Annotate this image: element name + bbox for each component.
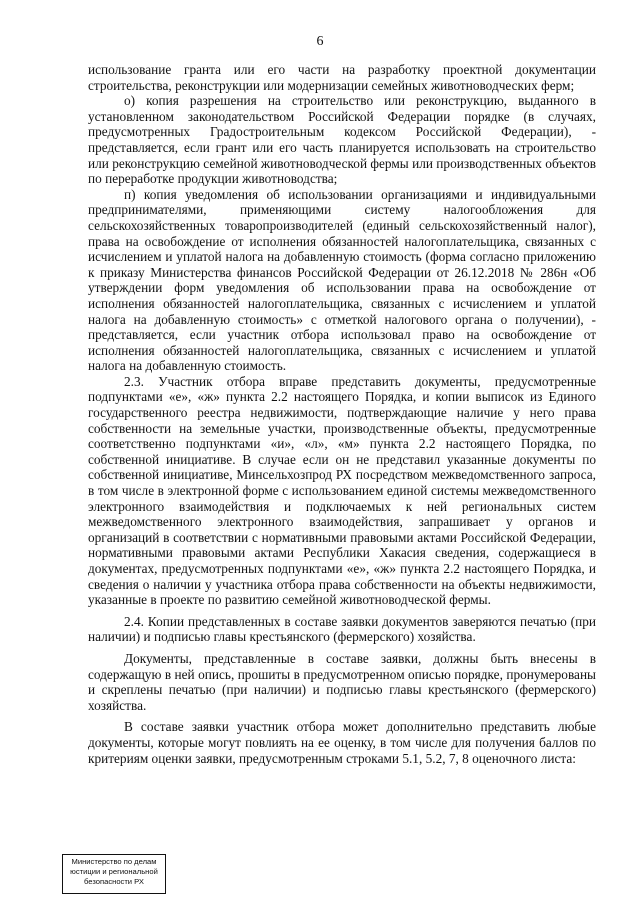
page-number: 6 [316, 34, 324, 49]
paragraph-2-4: 2.4. Копии представленных в составе заявки документов заверяются печатью (при наличии) и подписью главы крестьянского (фермерского) хозяйства. [88, 613, 596, 645]
stamp-line: Министерство по делам [71, 857, 157, 866]
paragraph-documents: Документы, представленные в составе заявки, должны быть внесены в содержащую в ней опись, прошиты в предусмотренном описью порядке, пронумерованы и скреплены печатью (при наличии) и подписью главы крестьянского (фермерского) хозяйства. [88, 650, 596, 713]
ministry-stamp [62, 854, 166, 894]
document-body [88, 62, 596, 766]
stamp-line: юстиции и региональной [70, 867, 158, 876]
stamp-line: безопасности РХ [84, 877, 144, 886]
paragraph-item-o: о) копия разрешения на строительство или реконструкцию, выданного в установленном законодательством Российской Федерации порядке (в случаях, предусмотренных Градостроительным кодексом Российской Федерации), - представляется, если грант или его часть планируется использовать на строительство или реконструкцию семейной животноводческой фермы или производственных объектов по переработке продукции животноводства; [88, 93, 596, 187]
paragraph-additional: В составе заявки участник отбора может дополнительно представить любые документы, которые могут повлиять на ее оценку, в том числе для получения баллов по критериям оценки заявки, предусмотренным строками 5.1, 5.2, 7, 8 оценочного листа: [88, 719, 596, 766]
paragraph-2-3: 2.3. Участник отбора вправе представить документы, предусмотренные подпунктами «е», «ж» пункта 2.2 настоящего Порядка, и копии выписок из Единого государственного реестра недвижимости, подтверждающие наличие у него права собственности на земельные участки, производственные объекты, предусмотренные соответственно подпунктами «и», «л», «м» пункта 2.2 настоящего Порядка, по собственной инициативе. В случае если он не представил указанные документы по собственной инициативе, Минсельхозпрод РХ посредством межведомственного запроса, в том числе в электронной форме с использованием единой системы межведомственного электронного взаимодействия и подключаемых к ней региональных систем межведомственного электронного взаимодействия, запрашивает у органов и организаций в соответствии с нормативными правовыми актами Российской Федерации, нормативными правовыми актами Республики Хакасия сведения, содержащиеся в документах, предусмотренных подпунктами «е», «ж» пункта 2.2 настоящего Порядка, и сведения о наличии у участника отбора права собственности на объекты недвижимости, указанные в проекте по развитию семейной животноводческой фермы. [88, 373, 596, 608]
paragraph-continuation: использование гранта или его части на разработку проектной документации строительства, реконструкции или модернизации семейных животноводческих ферм; [88, 62, 596, 93]
paragraph-item-p: п) копия уведомления об использовании организациями и индивидуальными предпринимателями, применяющими систему налогообложения для сельскохозяйственных товаропроизводителей (единый сельскохозяйственный налог), права на освобождение от исполнения обязанностей налогоплательщика, связанных с исчислением и уплатой налога на добавленную стоимость (форма согласно приложению к приказу Министерства финансов Российской Федерации от 26.12.2018 № 286н «Об утверждении форм уведомления об использовании права на освобождение от исполнения обязанностей налогоплательщика, связанных с исчислением и уплатой налога на добавленную стоимость» с отметкой налогового органа о получении), - представляется, если участник отбора использовал право на освобождение от исполнения обязанностей налогоплательщика, связанных с исчислением и уплатой налога на добавленную стоимость. [88, 186, 596, 374]
